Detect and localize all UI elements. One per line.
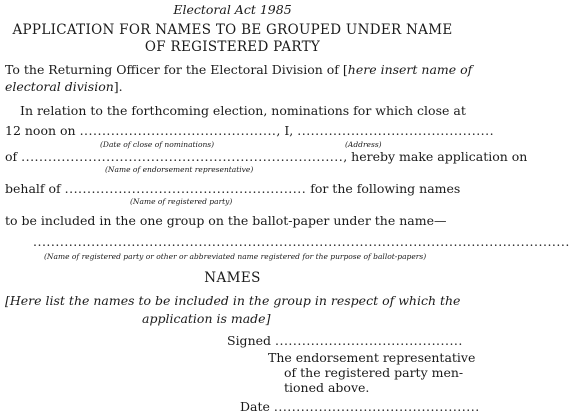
date-label: Date bbox=[240, 399, 270, 414]
behalf-label: behalf of bbox=[5, 181, 61, 196]
signature-field[interactable]: .......................................... bbox=[275, 333, 463, 348]
i-label: , I, bbox=[276, 123, 294, 138]
names-instruction-line1: [Here list the names to be included in the group in respect of which the bbox=[5, 293, 461, 308]
form-title-line2: OF REGISTERED PARTY bbox=[144, 39, 321, 55]
address-line2 bbox=[5, 79, 123, 94]
paragraph-line1: In relation to the forthcoming election, nominations for which close at bbox=[20, 103, 466, 118]
rep-line3: tioned above. bbox=[284, 380, 370, 395]
form-title-line1: APPLICATION FOR NAMES TO BE GROUPED UNDER NAME bbox=[12, 22, 453, 38]
act-title: Electoral Act 1985 bbox=[173, 2, 292, 17]
form-title bbox=[0, 22, 465, 56]
of-label: of bbox=[5, 149, 18, 164]
caption-party: (Name of registered party) bbox=[130, 197, 233, 206]
address-line1 bbox=[5, 62, 472, 77]
rep-line1: The endorsement representative bbox=[268, 350, 476, 365]
caption-date: (Date of close of nominations) bbox=[100, 140, 215, 149]
caption-representative: (Name of endorsement representative) bbox=[105, 165, 254, 174]
party-field[interactable]: ...................................................... bbox=[64, 181, 307, 196]
rep-line2: of the registered party men- bbox=[284, 365, 464, 380]
following-label: for the following names bbox=[310, 181, 461, 196]
paragraph-line3 bbox=[5, 149, 527, 164]
signed-label: Signed bbox=[227, 333, 272, 348]
hereby-label: , hereby make application on bbox=[343, 149, 528, 164]
date-field[interactable]: ............................................ bbox=[79, 123, 277, 138]
names-instruction-line2: application is made] bbox=[142, 311, 271, 326]
address-italic: here insert name of bbox=[347, 62, 473, 77]
caption-group-name: (Name of registered party or other or abbreviated name registered for the purpose of ballot-papers) bbox=[44, 252, 427, 261]
date-signed-field[interactable]: .............................................. bbox=[273, 399, 480, 414]
noon-label: 12 noon on bbox=[5, 123, 76, 138]
address-italic-2: electoral division bbox=[5, 79, 114, 94]
names-heading: NAMES bbox=[204, 270, 261, 286]
address-text: To the Returning Officer for the Electoral Division of [ bbox=[5, 62, 348, 77]
paragraph-line5: to be included in the one group on the ballot-paper under the name— bbox=[5, 213, 447, 228]
signed-line bbox=[227, 333, 463, 348]
date-line bbox=[240, 399, 480, 414]
paragraph-line2 bbox=[5, 123, 494, 138]
address-field[interactable]: ............................................ bbox=[297, 123, 495, 138]
paragraph-line4 bbox=[5, 181, 460, 196]
caption-address: (Address) bbox=[345, 140, 382, 149]
representative-field[interactable]: ........................................................................ bbox=[21, 149, 344, 164]
address-end: ]. bbox=[113, 79, 123, 94]
group-name-field[interactable]: ........................................................................................................................ bbox=[33, 234, 570, 249]
